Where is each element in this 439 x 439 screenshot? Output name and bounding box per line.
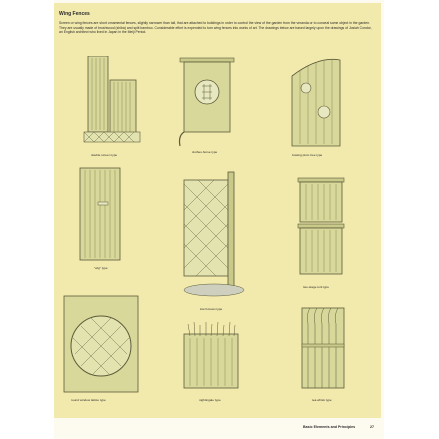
footer-section-name: Basic Elements and Principles [303,425,356,429]
section-title: Wing Fences [59,11,90,17]
figure-label: nightingale type [199,398,221,402]
figure-label: "wig" type [94,266,108,270]
two-stage-torii-fence-drawing [294,176,348,280]
nightingale-fence-drawing [180,322,242,392]
figure-label: clothes-horse type [192,150,218,154]
double-screen-fence-drawing [82,56,142,150]
page-number: 27 [370,425,374,429]
figure-label: two-stage torii type [303,285,329,289]
figure-label: round window lattice type [71,398,106,402]
figure-label: bowing plum tree type [292,153,323,157]
round-window-lattice-fence-drawing [60,294,142,396]
figure-label: low Korean type [200,307,223,311]
clothes-horse-fence-drawing [176,56,238,148]
low-korean-fence-drawing [178,170,250,302]
tea-whisk-fence-drawing [298,304,348,394]
wig-fence-drawing [74,166,126,262]
bowing-plum-fence-drawing [288,56,344,148]
intro-paragraph: Screen or wing fences are short ornamental fences, slightly narrower than tall, that are attached to buildings in order to control the view of the garden from the veranda or to conceal some object in the garden. They are usually made of brushwood (shiba) and split bamboo. Considerable effort is expended to turn wing fences into works of art. The drawings below are based largely upon the drawings of Josiah Condor, an English architect who lived in Japan in the Meiji Period. [59,21,372,35]
figure-label: tea whisk type [312,398,332,402]
figure-label: double screen type [91,153,118,157]
